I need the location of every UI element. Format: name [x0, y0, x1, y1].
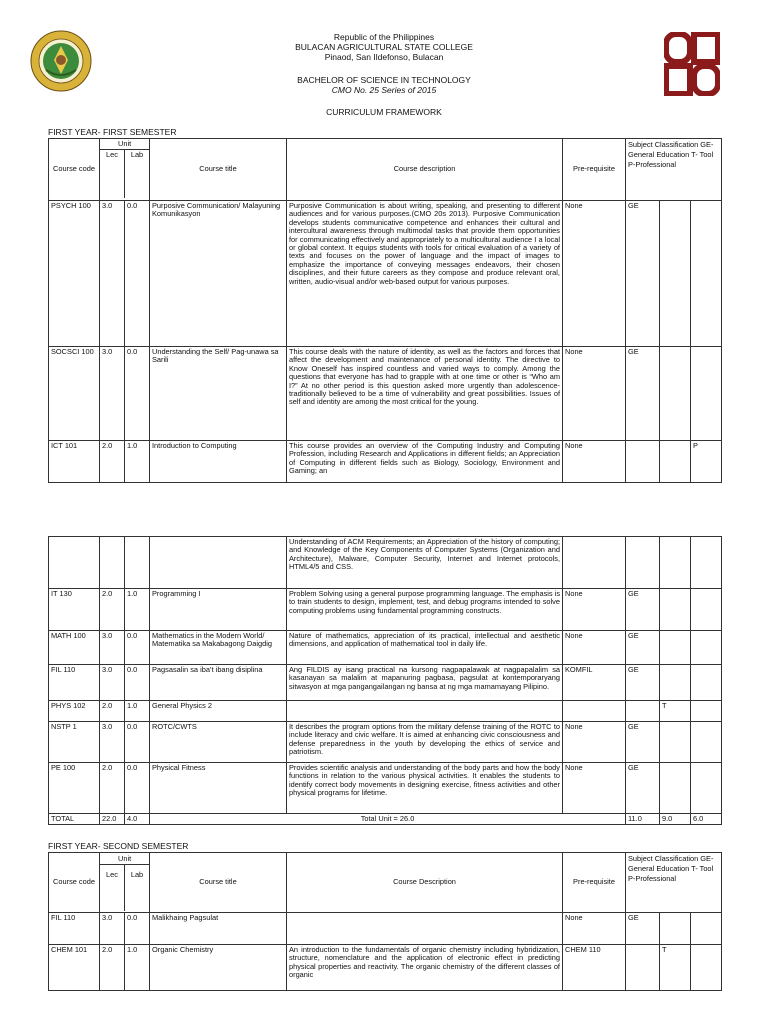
course-lec-cell: 2.0 [100, 589, 125, 631]
course-code-cell: PE 100 [49, 763, 100, 814]
course-t-cell [660, 589, 691, 631]
course-lab-cell: 0.0 [125, 913, 150, 945]
total-ge: 11.0 [626, 814, 660, 825]
course-title-cell: Purposive Communication/ Malayuning Komunikasyon [150, 201, 287, 347]
total-label: TOTAL [49, 814, 100, 825]
course-t-cell [660, 913, 691, 945]
course-p-cell [691, 665, 722, 701]
course-desc-cell: Provides scientific analysis and understanding of the body parts and how the body functions in relation to the various physical activities. It enables the students to identify correct body movements in designing exercise, fitness activities and other physical programs for lifetime. [287, 763, 563, 814]
course-lab-cell: 0.0 [125, 665, 150, 701]
curriculum-table-first-sem [48, 138, 722, 483]
header-course-code: Course code [49, 853, 100, 913]
header-college: BULACAN AGRICULTURAL STATE COLLEGE [295, 42, 473, 52]
header-prerequisite: Pre-requisite [563, 853, 626, 913]
header-unit [100, 853, 150, 913]
section-title-first-sem: FIRST YEAR- FIRST SEMESTER [48, 127, 177, 137]
course-lec-cell: 3.0 [100, 201, 125, 347]
header-prerequisite: Pre-requisite [563, 139, 626, 201]
course-t-cell [660, 537, 691, 589]
course-ge-cell [626, 441, 660, 483]
course-t-cell [660, 631, 691, 665]
framework-title-wrap [0, 107, 768, 117]
course-ge-cell: GE [626, 347, 660, 441]
course-t-cell [660, 763, 691, 814]
course-p-cell [691, 201, 722, 347]
course-desc-cell: This course deals with the nature of identity, as well as the factors and forces that affect the development and maintenance of personal identity. The directive to Know Oneself has inspired countless and varied ways to comply. Among the questions that everyone has had to grapple with at one time or other is “Who am I?” At no other period is this question asked more urgently than adolescence- traditionally believed to be a time of vulnerability and great possibilities. Issues of self and identity are among the most critical for the young. [287, 347, 563, 441]
total-professional: 6.0 [691, 814, 722, 825]
course-lec-cell: 3.0 [100, 631, 125, 665]
course-t-cell [660, 441, 691, 483]
course-p-cell [691, 701, 722, 722]
table-header-row [49, 139, 722, 201]
total-lec: 22.0 [100, 814, 125, 825]
course-lab-cell [125, 537, 150, 589]
course-row [49, 441, 722, 483]
course-p-cell [691, 347, 722, 441]
course-prereq-cell: None [563, 441, 626, 483]
total-row [49, 814, 722, 825]
course-code-cell: ICT 101 [49, 441, 100, 483]
course-ge-cell [626, 701, 660, 722]
course-ge-cell: GE [626, 763, 660, 814]
course-lab-cell: 1.0 [125, 441, 150, 483]
course-ge-cell: GE [626, 589, 660, 631]
course-prereq-cell: CHEM 110 [563, 945, 626, 991]
course-row [49, 913, 722, 945]
course-row [49, 945, 722, 991]
course-code-cell: PHYS 102 [49, 701, 100, 722]
course-code-cell: PSYCH 100 [49, 201, 100, 347]
course-title-cell: Programming I [150, 589, 287, 631]
course-title-cell: Pagsasalin sa iba’t ibang disiplina [150, 665, 287, 701]
course-desc-cell: Understanding of ACM Requirements; an Appreciation of the history of computing; and Knowledge of the Key Components of Computer Systems (Organization and Architecture), Malware, Computer Security, Internet and Internet protocols, HTML4/5 and CSS. [287, 537, 563, 589]
course-lab-cell: 1.0 [125, 945, 150, 991]
header-classification: Subject Classification GE-General Education T- Tool P-Professional [626, 853, 722, 913]
document-header [0, 32, 768, 62]
course-lec-cell: 2.0 [100, 763, 125, 814]
header-classification: Subject Classification GE-General Education T- Tool P-Professional [626, 139, 722, 201]
course-p-cell [691, 945, 722, 991]
course-lab-cell: 1.0 [125, 589, 150, 631]
course-prereq-cell: None [563, 201, 626, 347]
course-code-cell: SOCSCI 100 [49, 347, 100, 441]
curriculum-table-first-sem-continued [48, 536, 722, 825]
course-lec-cell: 3.0 [100, 722, 125, 763]
course-desc-cell: Problem Solving using a general purpose programming language. The emphasis is to train students to design, implement, test, and debug programs intended to solve computing problems using fundamental programming constructs. [287, 589, 563, 631]
course-ge-cell: GE [626, 201, 660, 347]
course-row [49, 701, 722, 722]
course-ge-cell: GE [626, 631, 660, 665]
course-t-cell: T [660, 945, 691, 991]
course-p-cell [691, 913, 722, 945]
curriculum-table-second-sem [48, 852, 722, 991]
course-prereq-cell [563, 701, 626, 722]
course-code-cell: FIL 110 [49, 665, 100, 701]
course-ge-cell [626, 537, 660, 589]
course-title-cell: Physical Fitness [150, 763, 287, 814]
header-unit-label: Unit [100, 139, 149, 150]
course-desc-cell: It describes the program options from the military defense training of the ROTC to include literacy and civic welfare. It is aimed at enhancing civic consciousness and defense preparedness in the youth by developing the ethics of service and patriotism. [287, 722, 563, 763]
course-lec-cell: 2.0 [100, 945, 125, 991]
course-p-cell [691, 537, 722, 589]
course-row [49, 589, 722, 631]
total-lab: 4.0 [125, 814, 150, 825]
course-prereq-cell: None [563, 763, 626, 814]
header-unit [100, 139, 150, 201]
course-lec-cell: 3.0 [100, 913, 125, 945]
course-lec-cell [100, 537, 125, 589]
course-code-cell: MATH 100 [49, 631, 100, 665]
course-prereq-cell: None [563, 631, 626, 665]
header-course-title: Course title [150, 853, 287, 913]
header-course-description: Course Description [287, 853, 563, 913]
header-unit-label: Unit [100, 854, 149, 865]
course-code-cell: CHEM 101 [49, 945, 100, 991]
course-lab-cell: 0.0 [125, 631, 150, 665]
total-units: Total Unit = 26.0 [150, 814, 626, 825]
course-lab-cell: 0.0 [125, 201, 150, 347]
course-ge-cell: GE [626, 722, 660, 763]
course-t-cell [660, 347, 691, 441]
course-lab-cell: 0.0 [125, 347, 150, 441]
course-t-cell [660, 722, 691, 763]
header-program: BACHELOR OF SCIENCE IN TECHNOLOGY [297, 75, 471, 85]
course-prereq-cell: KOMFIL [563, 665, 626, 701]
course-title-cell [150, 537, 287, 589]
total-tool: 9.0 [660, 814, 691, 825]
course-desc-cell: An introduction to the fundamentals of organic chemistry including hybridization, structure, nomenclature and the application of electronic effect in predicting physical properties and reactivity. The organic chemistry of the different classes of organic [287, 945, 563, 991]
course-prereq-cell [563, 537, 626, 589]
course-ge-cell: GE [626, 913, 660, 945]
header-course-description: Course description [287, 139, 563, 201]
course-t-cell: T [660, 701, 691, 722]
section-title-second-sem: FIRST YEAR- SECOND SEMESTER [48, 841, 189, 851]
course-lec-cell: 3.0 [100, 665, 125, 701]
header-lec: Lec [100, 150, 125, 198]
course-desc-cell: Ang FILDIS ay isang practical na kursong nagpapalawak at nagpapalalim sa kasanayan sa malalim at mapanuring pagbasa, pagsulat at kontemporaryang sitwasyon at mga pangangailangan ng bansa at ng mga mamamayang Pilipino. [287, 665, 563, 701]
header-cmo: CMO No. 25 Series of 2015 [331, 85, 437, 95]
course-lab-cell: 0.0 [125, 763, 150, 814]
course-p-cell: P [691, 441, 722, 483]
course-desc-cell [287, 701, 563, 722]
course-prereq-cell: None [563, 347, 626, 441]
course-lec-cell: 2.0 [100, 441, 125, 483]
course-prereq-cell: None [563, 722, 626, 763]
header-lec: Lec [100, 865, 125, 911]
course-title-cell: Organic Chemistry [150, 945, 287, 991]
course-code-cell: FIL 110 [49, 913, 100, 945]
course-title-cell: Understanding the Self/ Pag-unawa sa Sarili [150, 347, 287, 441]
course-row [49, 665, 722, 701]
table-header-row [49, 853, 722, 913]
course-lec-cell: 2.0 [100, 701, 125, 722]
course-p-cell [691, 722, 722, 763]
course-row [49, 201, 722, 347]
course-code-cell: NSTP 1 [49, 722, 100, 763]
course-prereq-cell: None [563, 589, 626, 631]
course-lab-cell: 0.0 [125, 722, 150, 763]
course-title-cell: General Physics 2 [150, 701, 287, 722]
course-title-cell: Mathematics in the Modern World/ Matematika sa Makabagong Daigdig [150, 631, 287, 665]
header-address: Pinaod, San Ildefonso, Bulacan [324, 52, 444, 62]
course-title-cell: Introduction to Computing [150, 441, 287, 483]
course-desc-cell: Purposive Communication is about writing, speaking, and presenting to different audiences and for various purposes.(CMO 20s 2013). Purposive Communication develops students communicative competence and enhances their cultural and intercultural awareness through multimodal tasks that provide them opportunities for communicating effectively and appropriately to a multicultural audience I a local or global context. It equips students with tools for critical evaluation of a variety of texts and focuses on the power of language and the impact of images to emphasize the importance of conveying messages endeavors, their chosen disciplines, and their future careers as they compose and produce relevant oral, written, audio-visual and/or web-based output for various purposes. [287, 201, 563, 347]
course-t-cell [660, 201, 691, 347]
header-lab: Lab [130, 870, 144, 880]
course-row [49, 347, 722, 441]
program-header [0, 75, 768, 95]
course-ge-cell [626, 945, 660, 991]
course-desc-cell: Nature of mathematics, appreciation of its practical, intellectual and aesthetic dimensions, and application of mathematical tool in daily life. [287, 631, 563, 665]
course-title-cell: ROTC/CWTS [150, 722, 287, 763]
course-row [49, 537, 722, 589]
course-row [49, 631, 722, 665]
header-course-code: Course code [49, 139, 100, 201]
course-code-cell [49, 537, 100, 589]
course-p-cell [691, 763, 722, 814]
header-course-title: Course title [150, 139, 287, 201]
course-title-cell: Malikhaing Pagsulat [150, 913, 287, 945]
course-code-cell: IT 130 [49, 589, 100, 631]
header-lab: Lab [130, 150, 144, 160]
course-row [49, 763, 722, 814]
course-ge-cell: GE [626, 665, 660, 701]
course-t-cell [660, 665, 691, 701]
header-republic: Republic of the Philippines [333, 32, 435, 42]
course-desc-cell: This course provides an overview of the Computing Industry and Computing Profession, including Research and Applications in different fields; an Appreciation of Computing in different fields such as Biology, Sociology, Environment and Gaming; an [287, 441, 563, 483]
course-prereq-cell: None [563, 913, 626, 945]
course-desc-cell [287, 913, 563, 945]
course-p-cell [691, 589, 722, 631]
course-row [49, 722, 722, 763]
course-lec-cell: 3.0 [100, 347, 125, 441]
course-p-cell [691, 631, 722, 665]
course-lab-cell: 1.0 [125, 701, 150, 722]
framework-title: CURRICULUM FRAMEWORK [326, 107, 442, 117]
